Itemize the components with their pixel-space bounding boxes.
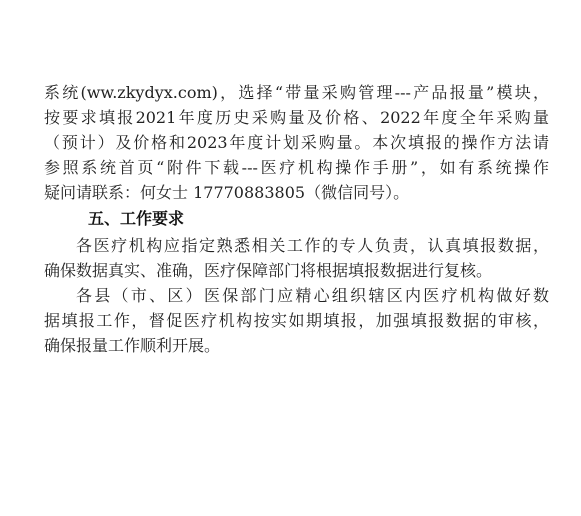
text-line: 确保数据真实、准确，医疗保障部门将根据填报数据进行复核。 (44, 261, 493, 280)
text-line: 系统(ww.zkydyx.com)，选择“带量采购管理---产品报量”模块， (44, 83, 549, 102)
section-heading-work-requirements: 五、工作要求 (88, 209, 185, 228)
paragraph-system-instructions (44, 80, 549, 205)
text-line: 疑问请联系：何女士 17770883805（微信同号）。 (44, 183, 410, 202)
text-line: 按要求填报2021年度历史采购量及价格、2022年度全年采购量 (44, 108, 549, 127)
document-body (44, 80, 549, 358)
text-line: （预计）及价格和2023年度计划采购量。本次填报的操作方法请 (44, 133, 549, 152)
paragraph-designate-staff (44, 233, 549, 283)
paragraph-county-organization (44, 283, 549, 358)
text-line: 确保报量工作顺利开展。 (44, 336, 221, 355)
text-line: 据填报工作，督促医疗机构按实如期填报，加强填报数据的审核， (44, 311, 549, 330)
text-line: 参照系统首页“附件下载---医疗机构操作手册”，如有系统操作 (44, 158, 549, 177)
text-line: 各医疗机构应指定熟悉相关工作的专人负责，认真填报数据， (76, 236, 549, 255)
text-line: 各县（市、区）医保部门应精心组织辖区内医疗机构做好数 (76, 286, 549, 305)
